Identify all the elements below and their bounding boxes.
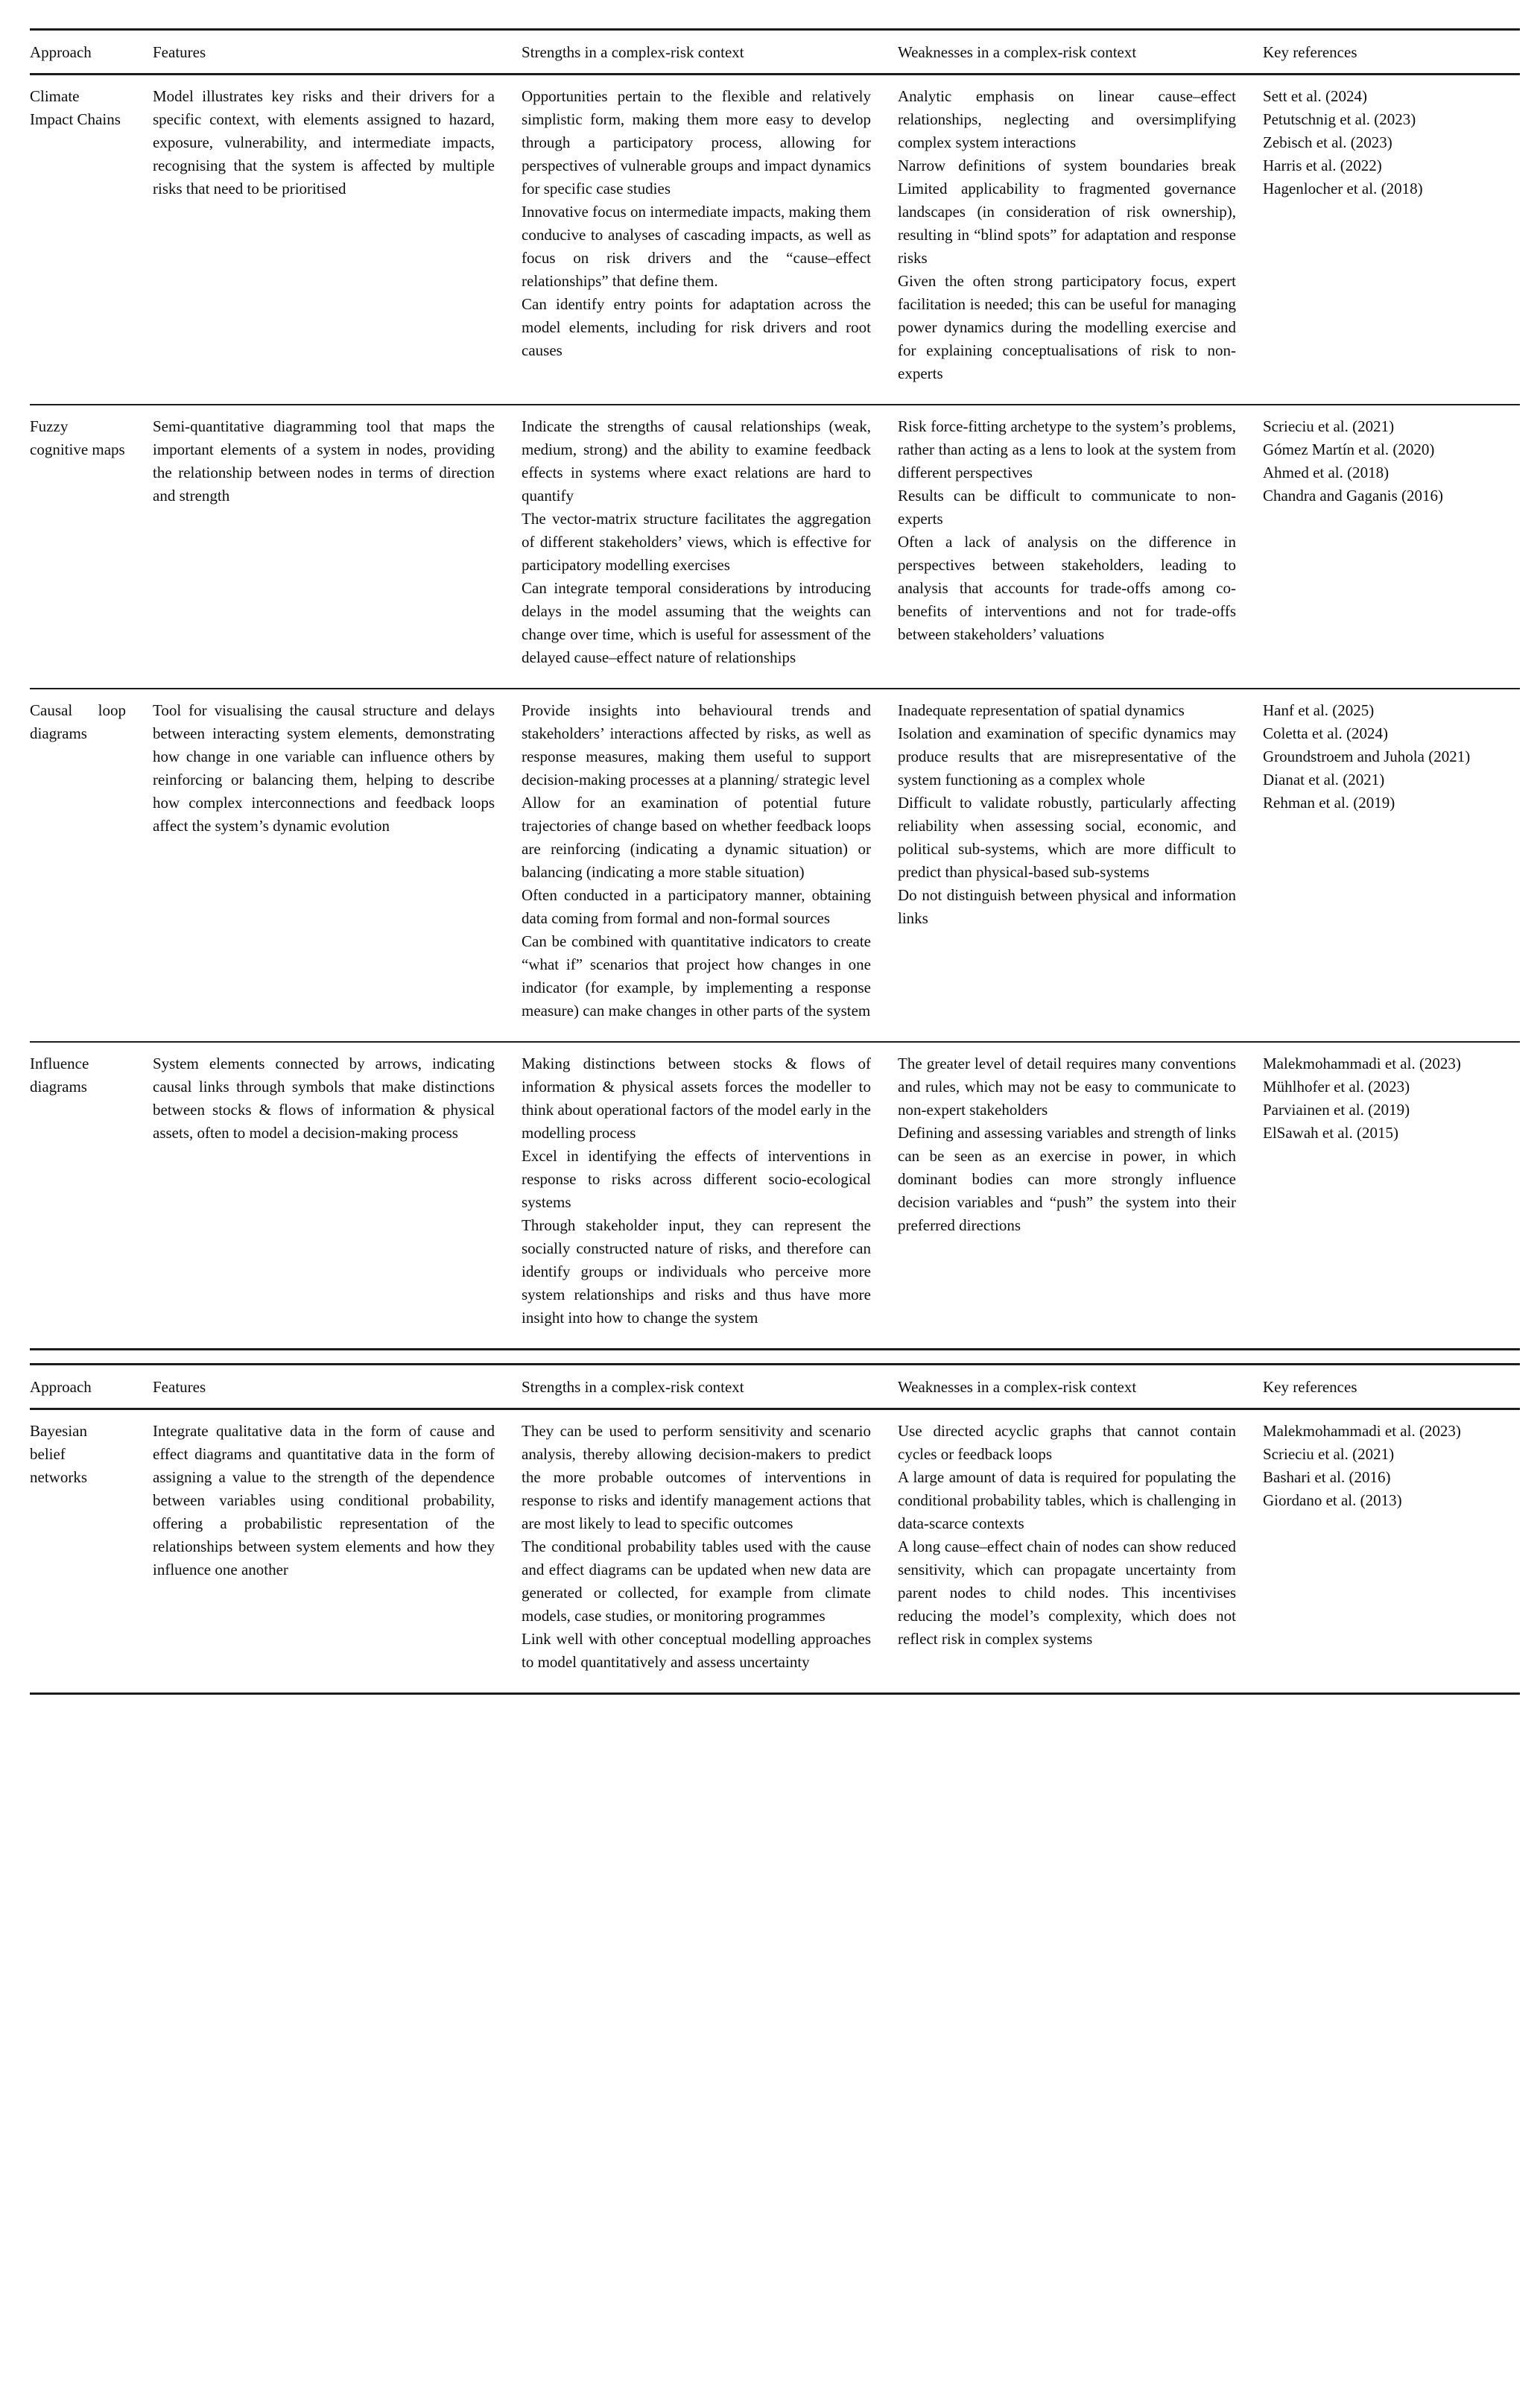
column-header-label: Strengths in a complex-risk context — [522, 43, 744, 61]
features-cell — [153, 1420, 522, 1674]
strength-item: Allow for an examination of potential future trajectories of change based on whether feedback loops are reinforcing (indicating a dynamic situation) or balancing (indicating a more stable situation) — [522, 794, 871, 881]
reference-item: Bashari et al. (2016) — [1263, 1468, 1391, 1486]
weakness-item: Results can be difficult to communicate to non-experts — [898, 487, 1236, 528]
column-header-label: Key references — [1263, 1378, 1357, 1396]
approach-cell — [30, 85, 153, 385]
strength-item: The vector-matrix structure facilitates the aggregation of different stakeholders’ views, which is effective for participatory modelling exercises — [522, 510, 871, 574]
reference-item: Coletta et al. (2024) — [1263, 724, 1388, 742]
reference-item: Sett et al. (2024) — [1263, 87, 1367, 105]
references-cell — [1263, 699, 1520, 1023]
strength-item: Indicate the strengths of causal relationships (weak, medium, strong) and the ability to examine feedback effects in systems where exact relations are hard to quantify — [522, 417, 871, 505]
weaknesses-cell — [898, 1420, 1263, 1674]
strength-item: Opportunities pertain to the flexible and relatively simplistic form, making them more easy to develop through a participatory process, allowing for perspectives of vulnerable groups and impact dynamics for specific case studies — [522, 87, 871, 197]
approach-label: Climate Impact Chains — [30, 87, 121, 128]
column-header-label: Features — [153, 1378, 206, 1396]
table-row — [30, 689, 1520, 1043]
weakness-item: A large amount of data is required for populating the conditional probability tables, which is challenging in data-scarce contexts — [898, 1468, 1236, 1532]
reference-item: Giordano et al. (2013) — [1263, 1491, 1402, 1509]
approach-label: Influence diagrams — [30, 1055, 89, 1096]
reference-item: ElSawah et al. (2015) — [1263, 1124, 1398, 1142]
strength-item: Link well with other conceptual modelling approaches to model quantitatively and assess uncertainty — [522, 1630, 871, 1671]
weakness-item: The greater level of detail requires many conventions and rules, which may not be easy to communicate to non-expert stakeholders — [898, 1055, 1236, 1119]
weaknesses-cell — [898, 85, 1263, 385]
strength-item: Making distinctions between stocks & flows of information & physical assets forces the modeller to think about operational factors of the model early in the modelling process — [522, 1055, 871, 1142]
table-header-row — [30, 31, 1520, 75]
weakness-item: Isolation and examination of specific dynamics may produce results that are misrepresentative of the system functioning as a complex whole — [898, 724, 1236, 788]
weakness-item: Given the often strong participatory focus, expert facilitation is needed; this can be useful for managing power dynamics during the modelling exercise and for explaining conceptualisations of risk to non-experts — [898, 272, 1236, 382]
table-row — [30, 405, 1520, 689]
column-header-approach — [30, 41, 153, 64]
column-header-references — [1263, 41, 1520, 64]
column-header-features — [153, 1376, 522, 1399]
strength-item: Through stakeholder input, they can represent the socially constructed nature of risks, and therefore can identify groups or individuals who perceive more system relationships and risks and thus have more insight into how to change the system — [522, 1216, 871, 1327]
reference-item: Petutschnig et al. (2023) — [1263, 110, 1416, 128]
table-row — [30, 75, 1520, 405]
column-header-label: Approach — [30, 43, 92, 61]
strength-item: Innovative focus on intermediate impacts, making them conducive to analyses of cascading impacts, as well as focus on risk drivers and the “cause–effect relationships” that define them. — [522, 203, 871, 290]
column-header-approach — [30, 1376, 153, 1399]
strength-item: Often conducted in a participatory manner, obtaining data coming from formal and non-formal sources — [522, 886, 871, 927]
approach-label: Bayesian belief networks — [30, 1422, 87, 1486]
strength-item: Provide insights into behavioural trends and stakeholders’ interactions affected by risks, as well as response measures, making them useful to support decision-making processes at a planning/ strategic level — [522, 701, 871, 788]
strength-item: Can be combined with quantitative indicators to create “what if” scenarios that project how changes in one indicator (for example, by implementing a response measure) can make changes in other parts of the system — [522, 932, 871, 1020]
weakness-item: Inadequate representation of spatial dynamics — [898, 701, 1185, 719]
column-header-references — [1263, 1376, 1520, 1399]
reference-item: Malekmohammadi et al. (2023) — [1263, 1055, 1461, 1072]
reference-item: Groundstroem and Juhola (2021) — [1263, 747, 1471, 765]
column-header-strengths — [522, 41, 898, 64]
reference-item: Harris et al. (2022) — [1263, 157, 1382, 174]
column-header-weaknesses — [898, 1376, 1263, 1399]
strength-item: Can identify entry points for adaptation across the model elements, including for risk drivers and root causes — [522, 295, 871, 359]
features-cell — [153, 85, 522, 385]
features-text: Integrate qualitative data in the form of cause and effect diagrams and quantitative data in the form of assigning a value to the strength of the dependence between variables using conditional probability, offering a probabilistic representation of the relationships between system elements and how they influence one another — [153, 1422, 495, 1578]
reference-item: Rehman et al. (2019) — [1263, 794, 1395, 812]
strength-item: Excel in identifying the effects of interventions in response to risks across different socio-ecological systems — [522, 1147, 871, 1211]
table-row — [30, 1410, 1520, 1692]
strengths-cell — [522, 85, 898, 385]
approach-cell — [30, 1052, 153, 1330]
reference-item: Malekmohammadi et al. (2023) — [1263, 1422, 1461, 1440]
approach-label: Fuzzy cognitive maps — [30, 417, 125, 458]
table-part — [30, 28, 1520, 1350]
table-part — [30, 1363, 1520, 1695]
references-cell — [1263, 1420, 1520, 1674]
weakness-item: Often a lack of analysis on the difference in perspectives between stakeholders, leading to analysis that accounts for trade-offs among co-benefits of interventions and not for trade-offs between stakeholders’ valuations — [898, 533, 1236, 643]
column-header-label: Weaknesses in a complex-risk context — [898, 1378, 1137, 1396]
weakness-item: Risk force-fitting archetype to the system’s problems, rather than acting as a lens to look at the system from different perspectives — [898, 417, 1236, 481]
weakness-item: Defining and assessing variables and strength of links can be seen as an exercise in power, in which dominant bodies can more strongly influence decision variables and “push” the system into their preferred directions — [898, 1124, 1236, 1234]
strength-item: The conditional probability tables used with the cause and effect diagrams can be updated when new data are generated or collected, for example from climate models, case studies, or monitoring programmes — [522, 1537, 871, 1625]
references-cell — [1263, 85, 1520, 385]
references-cell — [1263, 415, 1520, 669]
approach-cell — [30, 1420, 153, 1674]
weaknesses-cell — [898, 1052, 1263, 1330]
reference-item: Gómez Martín et al. (2020) — [1263, 440, 1435, 458]
column-header-label: Approach — [30, 1378, 92, 1396]
reference-item: Mühlhofer et al. (2023) — [1263, 1078, 1410, 1096]
approach-cell — [30, 699, 153, 1023]
weakness-item: Use directed acyclic graphs that cannot contain cycles or feedback loops — [898, 1422, 1236, 1463]
strength-item: Can integrate temporal considerations by introducing delays in the model assuming that the weights can change over time, which is useful for assessment of the delayed cause–effect nature of relationships — [522, 579, 871, 666]
column-header-label: Weaknesses in a complex-risk context — [898, 43, 1137, 61]
reference-item: Hanf et al. (2025) — [1263, 701, 1375, 719]
references-cell — [1263, 1052, 1520, 1330]
weakness-item: A long cause–effect chain of nodes can show reduced sensitivity, which can propagate uncertainty from parent nodes to child nodes. This incentivises reducing the model’s complexity, which does not reflect risk in complex systems — [898, 1537, 1236, 1648]
weaknesses-cell — [898, 699, 1263, 1023]
column-header-label: Features — [153, 43, 206, 61]
column-header-label: Strengths in a complex-risk context — [522, 1378, 744, 1396]
approach-label: Causal loop diagrams — [30, 701, 126, 742]
approach-cell — [30, 415, 153, 669]
weakness-item: Do not distinguish between physical and information links — [898, 886, 1236, 927]
column-header-weaknesses — [898, 41, 1263, 64]
reference-item: Scrieciu et al. (2021) — [1263, 1445, 1395, 1463]
features-text: Model illustrates key risks and their drivers for a specific context, with elements assigned to hazard, exposure, vulnerability, and intermediate impacts, recognising that the system is affected by multiple risks that need to be prioritised — [153, 87, 495, 197]
reference-item: Ahmed et al. (2018) — [1263, 464, 1390, 481]
column-header-strengths — [522, 1376, 898, 1399]
table-header-row — [30, 1365, 1520, 1410]
column-header-label: Key references — [1263, 43, 1357, 61]
weaknesses-cell — [898, 415, 1263, 669]
strength-item: They can be used to perform sensitivity and scenario analysis, thereby allowing decision-makers to predict the more probable outcomes of interventions in response to risks and identify management actions that are most likely to lead to specific outcomes — [522, 1422, 871, 1532]
reference-item: Hagenlocher et al. (2018) — [1263, 180, 1423, 197]
features-text: Semi-quantitative diagramming tool that maps the important elements of a system in nodes, providing the relationship between nodes in terms of direction and strength — [153, 417, 495, 505]
features-cell — [153, 415, 522, 669]
weakness-item: Analytic emphasis on linear cause–effect relationships, neglecting and oversimplifying complex system interactions — [898, 87, 1236, 151]
reference-item: Zebisch et al. (2023) — [1263, 133, 1392, 151]
column-header-features — [153, 41, 522, 64]
strengths-cell — [522, 699, 898, 1023]
features-cell — [153, 699, 522, 1023]
reference-item: Scrieciu et al. (2021) — [1263, 417, 1395, 435]
strengths-cell — [522, 1420, 898, 1674]
strengths-cell — [522, 415, 898, 669]
features-cell — [153, 1052, 522, 1330]
reference-item: Parviainen et al. (2019) — [1263, 1101, 1410, 1119]
weakness-item: Difficult to validate robustly, particularly affecting reliability when assessing social, economic, and political sub-systems, which are more difficult to predict than physical-based sub-systems — [898, 794, 1236, 881]
reference-item: Chandra and Gaganis (2016) — [1263, 487, 1444, 505]
weakness-item: Narrow definitions of system boundaries break Limited applicability to fragmented governance landscapes (in consideration of risk ownership), resulting in “blind spots” for adaptation and response risks — [898, 157, 1236, 267]
features-text: System elements connected by arrows, indicating causal links through symbols that make distinctions between stocks & flows of information & physical assets, often to model a decision-making process — [153, 1055, 495, 1142]
features-text: Tool for visualising the causal structure and delays between interacting system elements, demonstrating how change in one variable can influence others by reinforcing or balancing them, helping to describe how complex interconnections and feedback loops affect the system’s dynamic evolution — [153, 701, 495, 835]
reference-item: Dianat et al. (2021) — [1263, 771, 1385, 788]
strengths-cell — [522, 1052, 898, 1330]
table-row — [30, 1043, 1520, 1348]
